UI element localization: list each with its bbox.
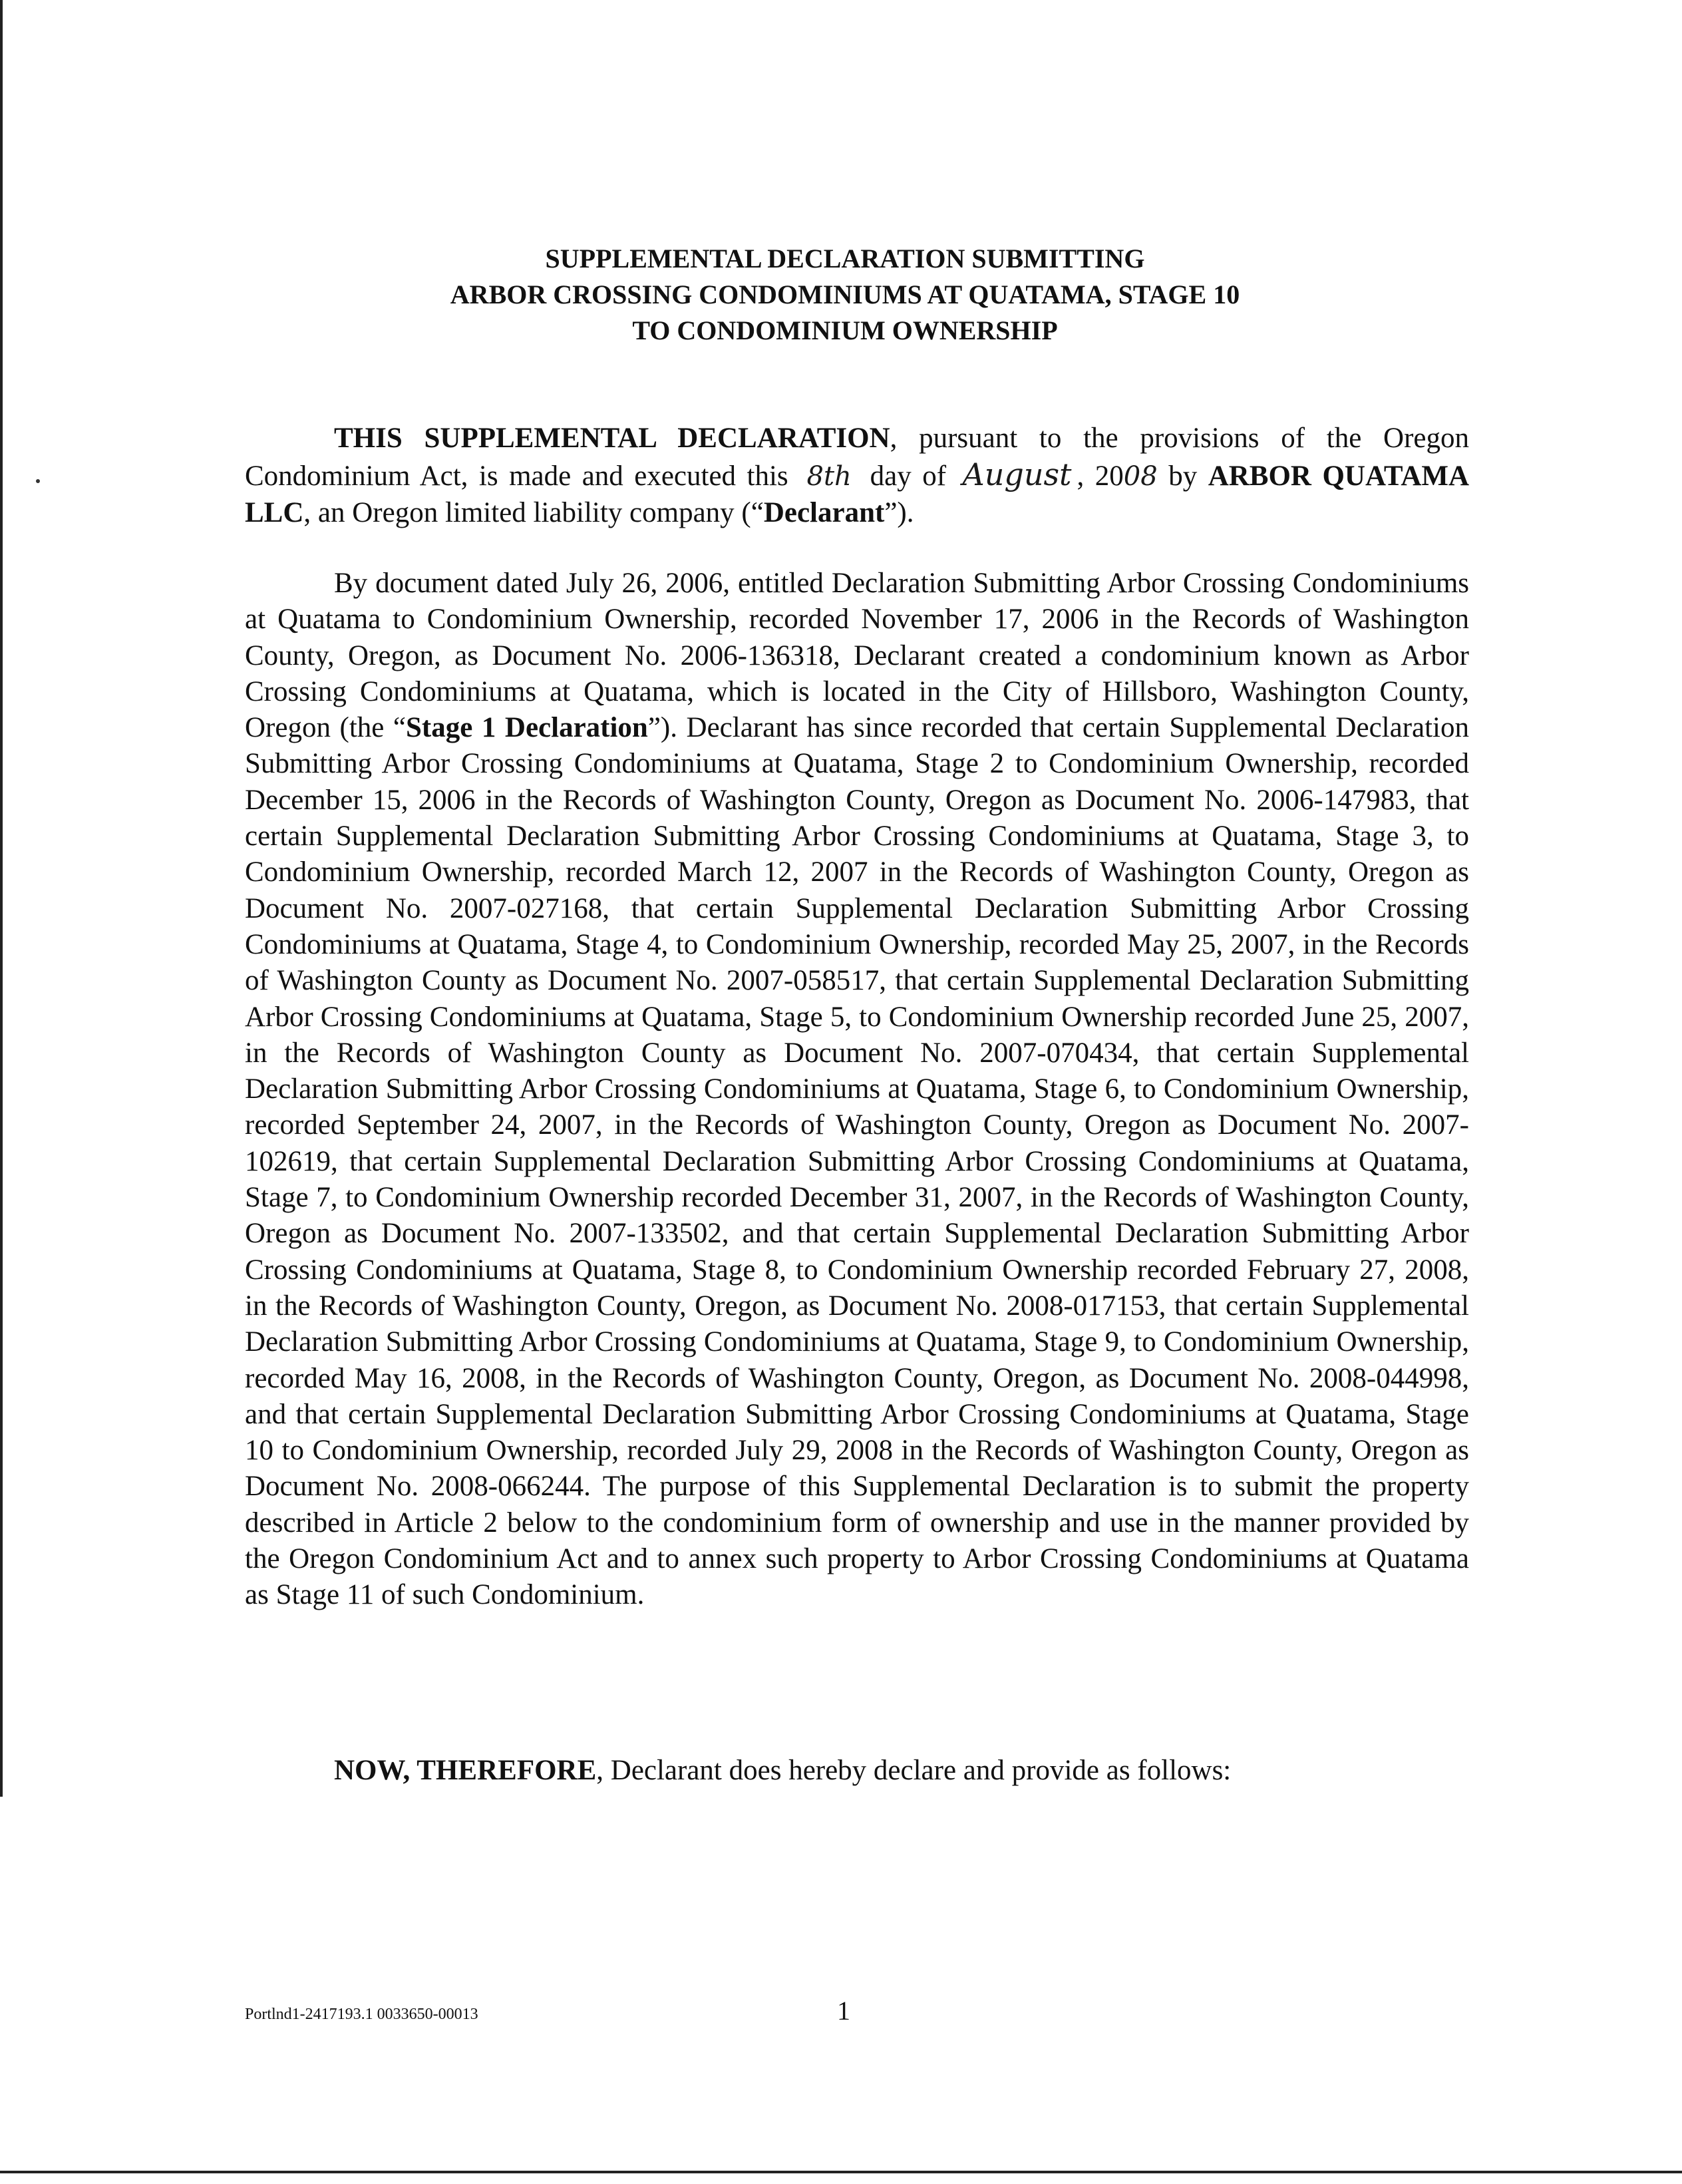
intro-text-3: , 20 (1077, 460, 1124, 492)
title-line-2: ARBOR CROSSING CONDOMINIUMS AT QUATAMA, STAGE 10 (450, 279, 1240, 309)
now-therefore-text: , Declarant does hereby declare and provide as follows: (596, 1755, 1232, 1786)
scan-speck (36, 479, 40, 483)
now-therefore-lead: NOW, THEREFORE (334, 1755, 597, 1786)
title-line-3: TO CONDOMINIUM OWNERSHIP (632, 315, 1058, 345)
scan-left-border (0, 0, 3, 1797)
intro-bold-lead: THIS SUPPLEMENTAL DECLARATION (334, 423, 890, 454)
intro-text-1: , pursuant to the provisions of the Oregon Condominium Act, is made and executed this (245, 423, 1469, 492)
page-number: 1 (837, 1996, 850, 2026)
document-title (200, 241, 1490, 349)
handwritten-month: August (962, 456, 1072, 493)
intro-text-6: ”). (884, 496, 914, 528)
intro-text-4: by (1157, 460, 1208, 492)
intro-text-5: , an Oregon limited liability company (“ (303, 496, 764, 528)
intro-text-2: day of (859, 460, 957, 492)
intro-party: ARBOR QUATAMA LLC (245, 460, 1470, 528)
title-line-1: SUPPLEMENTAL DECLARATION SUBMITTING (545, 244, 1145, 273)
handwritten-day: 8th (806, 461, 852, 492)
handwritten-year: 08 (1123, 461, 1158, 492)
recitals-paragraph (245, 566, 1469, 1614)
recitals-defined-term: Stage 1 Declaration (405, 712, 648, 744)
scan-bottom-border (0, 2171, 1682, 2173)
now-therefore-paragraph (245, 1753, 1469, 1789)
intro-paragraph (245, 421, 1469, 531)
recitals-text-1: By document dated July 26, 2006, entitled Declaration Submitting Arbor Crossing Condominiums at Quatama to Condominium Ownership, recorded November 17, 2006 in the Records of Washington County, Oregon, as Document No. 2006-136318, Declarant created a condominium known as Arbor Crossing Condominiums at Quatama, which is located in the City of Hillsboro, Washington County, Oregon (the “ (245, 568, 1469, 744)
recitals-text-2: ”). Declarant has since recorded that certain Supplemental Declaration Submitting Arbor Crossing Condominiums at Quatama, Stage 2 to Condominium Ownership, recorded December 15, 2006 in the Records of Washington County, Oregon as Document No. 2006-147983, that certain Supplemental Declaration Submitting Arbor Crossing Condominiums at Quatama, Stage 3, to Condominium Ownership, recorded March 12, 2007 in the Records of Washington County, Oregon as Document No. 2007-027168, that certain Supplemental Declaration Submitting Arbor Crossing Condominiums at Quatama, Stage 4, to Condominium Ownership, recorded May 25, 2007, in the Records of Washington County as Document No. 2007-058517, that certain Supplemental Declaration Submitting Arbor Crossing Condominiums at Quatama, Stage 5, to Condominium Ownership recorded June 25, 2007, in the Records of Washington County as Document No. 2007-070434, that certain Supplemental Declaration Submitting Arbor Crossing Condominiums at Quatama, Stage 6, to Condominium Ownership, recorded September 24, 2007, in the Records of Washington County, Oregon as Document No. 2007-102619, that certain Supplemental Declaration Submitting Arbor Crossing Condominiums at Quatama, Stage 7, to Condominium Ownership recorded December 31, 2007, in the Records of Washington County, Oregon as Document No. 2007-133502, and that certain Supplemental Declaration Submitting Arbor Crossing Condominiums at Quatama, Stage 8, to Condominium Ownership recorded February 27, 2008, in the Records of Washington County, Oregon, as Document No. 2008-017153, that certain Supplemental Declaration Submitting Arbor Crossing Condominiums at Quatama, Stage 9, to Condominium Ownership, recorded May 16, 2008, in the Records of Washington County, Oregon, as Document No. 2008-044998, and that certain Supplemental Declaration Submitting Arbor Crossing Condominiums at Quatama, Stage 10 to Condominium Ownership, recorded July 29, 2008 in the Records of Washington County, Oregon as Document No. 2008-066244. The purpose of this Supplemental Declaration is to submit the property described in Article 2 below to the condominium form of ownership and use in the manner provided by the Oregon Condominium Act and to annex such property to Arbor Crossing Condominiums at Quatama as Stage 11 of such Condominium. (245, 712, 1469, 1611)
intro-defined-term: Declarant (763, 496, 885, 528)
footer-document-id: Portlnd1-2417193.1 0033650-00013 (245, 2006, 478, 2023)
